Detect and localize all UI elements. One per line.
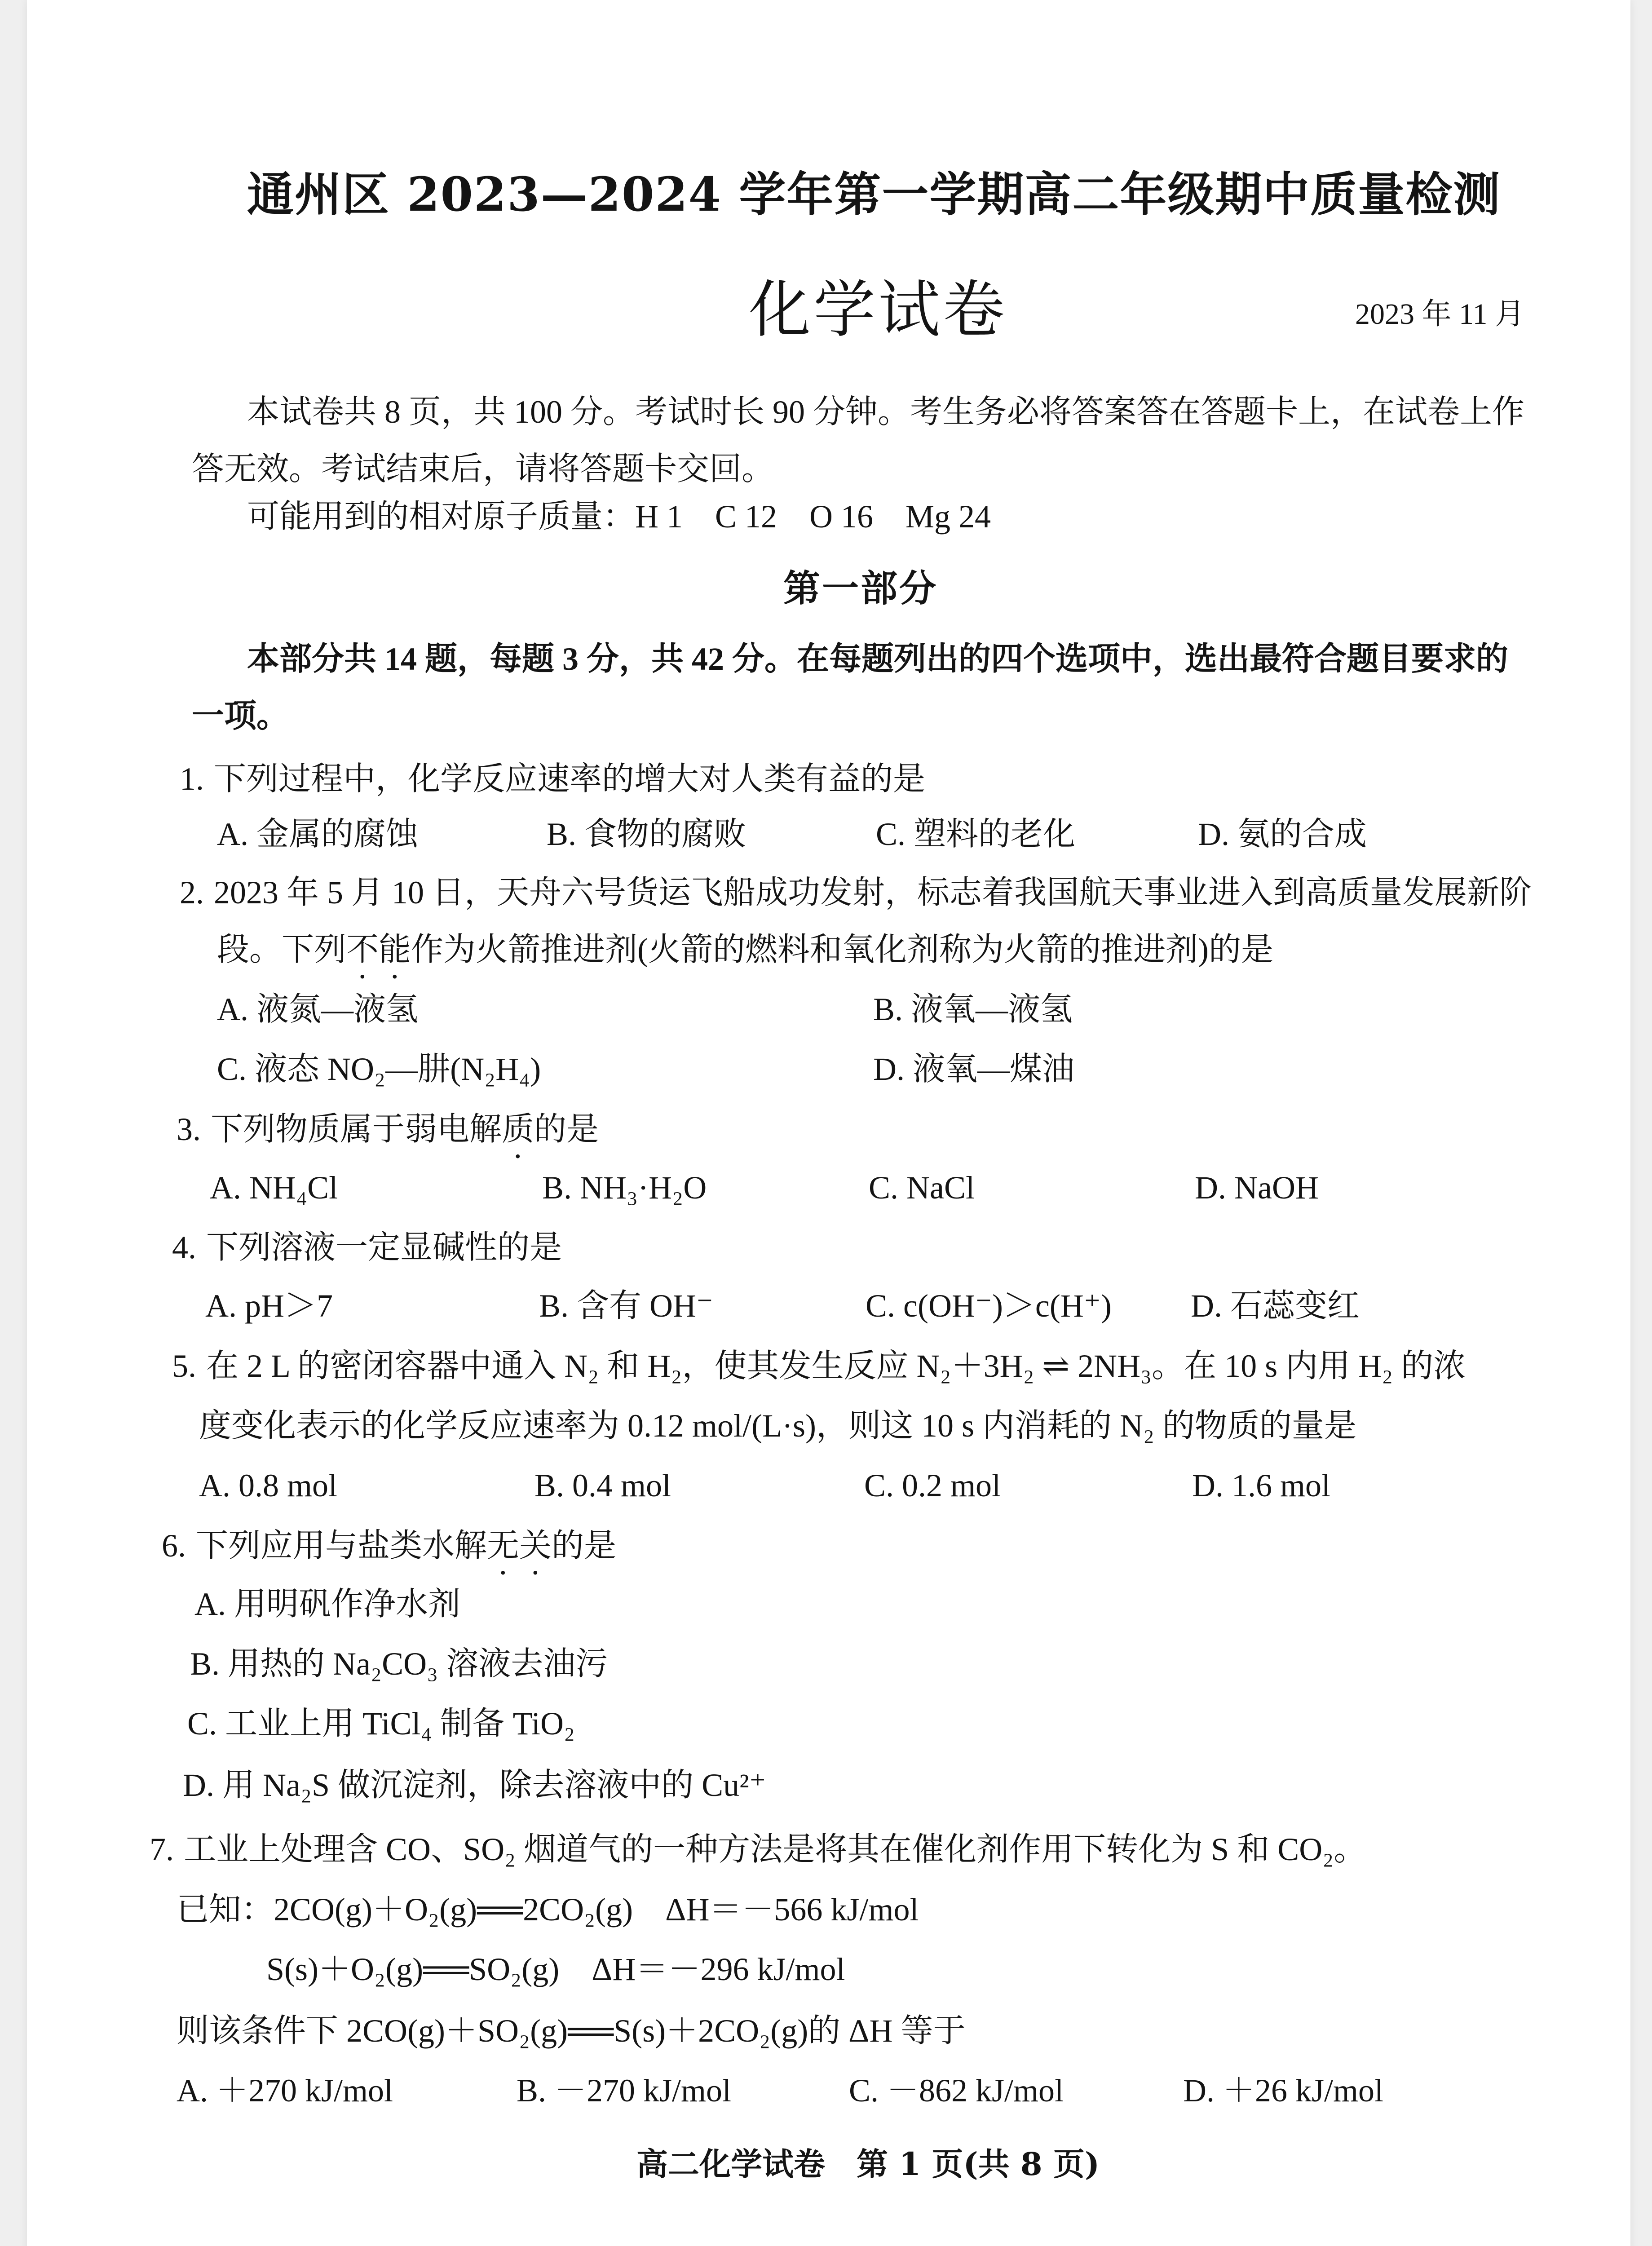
question-text: 下列溶液一定显碱性的是 — [206, 1229, 562, 1265]
question-4-stem — [172, 1228, 562, 1267]
question-text: 作为火箭推进剂(火箭的燃料和氧化剂称为火箭的推进剂)的是 — [411, 932, 1273, 968]
question-6-option-b: B. 用热的 Na₂CO₃ 溶液去油污 — [190, 1646, 608, 1682]
question-text: 2023 年 5 月 10 日，天舟六号货运飞船成功发射，标志着我国航天事业进入到高质量发展新阶 — [214, 875, 1532, 911]
atomic-masses: 可能用到的相对原子质量：H 1 C 12 O 16 Mg 24 — [247, 499, 991, 535]
question-3-option-b: B. NH₃·H₂O — [542, 1170, 707, 1206]
question-5-stem-line-2: 度变化表示的化学反应速率为 0.12 mol/(L·s)，则这 10 s 内消耗的 N₂ 的物质的量是 — [199, 1408, 1357, 1444]
question-3-option-a: A. NH₄Cl — [210, 1170, 338, 1206]
question-5-option-c: C. 0.2 mol — [864, 1468, 1001, 1503]
part-intro-line-1: 本部分共 14 题，每题 3 分，共 42 分。在每题列出的四个选项中，选出最符合题目要求的 — [247, 641, 1509, 677]
question-number: 2. — [180, 875, 204, 911]
question-1-stem — [180, 760, 925, 798]
question-text: 下列应用与盐类水解 — [196, 1528, 487, 1564]
question-5-stem-line-1 — [172, 1347, 1466, 1385]
question-7-stem — [150, 1830, 1366, 1869]
question-1-option-a: A. 金属的腐蚀 — [217, 816, 418, 852]
question-7-option-b: B. －270 kJ/mol — [517, 2073, 732, 2109]
part-heading: 第一部分 — [783, 567, 938, 610]
question-2-option-c: C. 液态 NO₂—肼(N₂H₄) — [217, 1051, 541, 1087]
question-number: 5. — [172, 1348, 196, 1384]
page-footer: 高二化学试卷 第 1 页(共 8 页) — [636, 2145, 1100, 2183]
question-2-option-a: A. 液氮—液氢 — [217, 991, 418, 1027]
question-number: 1. — [180, 761, 204, 797]
part-intro-line-2: 一项。 — [192, 698, 289, 734]
question-text: 的是 — [534, 1111, 599, 1147]
question-text: 下列物质属于弱电解 — [211, 1111, 502, 1147]
notice-line-1: 本试卷共 8 页，共 100 分。考试时长 90 分钟。考生务必将答案答在答题卡上，在试卷上作 — [247, 394, 1525, 430]
exam-date: 2023 年 11 月 — [1355, 298, 1525, 331]
question-text: 的是 — [552, 1528, 617, 1564]
question-7-ask: 则该条件下 2CO(g)＋SO₂(g)══S(s)＋2CO₂(g)的 ΔH 等于 — [177, 2013, 966, 2049]
question-6-option-d: D. 用 Na₂S 做沉淀剂，除去溶液中的 Cu²⁺ — [183, 1767, 766, 1803]
question-number: 3. — [177, 1111, 201, 1147]
question-3-stem — [177, 1110, 599, 1165]
question-2-stem-line-2 — [217, 930, 1273, 986]
thermochemical-equation: 2CO(g)＋O₂(g)══2CO₂(g) ΔH＝－566 kJ/mol — [274, 1892, 919, 1928]
question-7-given-2: S(s)＋O₂(g)══SO₂(g) ΔH＝－296 kJ/mol — [266, 1951, 845, 1987]
question-1-option-d: D. 氨的合成 — [1198, 816, 1367, 852]
emphasized-text: 不能 — [346, 932, 411, 968]
exam-title: 通州区 2023—2024 学年第一学期高二年级期中质量检测 — [247, 167, 1501, 222]
question-2-option-d: D. 液氧—煤油 — [873, 1051, 1074, 1087]
emphasized-text: 无关 — [487, 1528, 552, 1564]
question-4-option-b: B. 含有 OH⁻ — [539, 1288, 714, 1324]
question-7-option-a: A. ＋270 kJ/mol — [177, 2073, 393, 2109]
subject-title: 化学试卷 — [749, 274, 1008, 346]
question-7-given-1 — [177, 1890, 919, 1929]
question-6-option-a: A. 用明矾作净水剂 — [194, 1586, 460, 1622]
question-5-option-b: B. 0.4 mol — [534, 1468, 671, 1503]
question-7-option-c: C. －862 kJ/mol — [849, 2073, 1064, 2109]
question-5-option-a: A. 0.8 mol — [199, 1468, 338, 1503]
question-3-option-d: D. NaOH — [1195, 1170, 1319, 1206]
emphasized-text: 质 — [502, 1111, 534, 1147]
question-6-option-c: C. 工业上用 TiCl₄ 制备 TiO₂ — [187, 1706, 575, 1742]
question-text: 下列过程中，化学反应速率的增大对人类有益的是 — [214, 761, 926, 797]
question-4-option-a: A. pH＞7 — [205, 1288, 333, 1324]
question-5-option-d: D. 1.6 mol — [1192, 1468, 1331, 1503]
notice-line-2: 答无效。考试结束后，请将答题卡交回。 — [192, 451, 774, 487]
question-number: 4. — [172, 1229, 196, 1265]
question-text: 工业上处理含 CO、SO₂ 烟道气的一种方法是将其在催化剂作用下转化为 S 和 CO₂。 — [184, 1831, 1366, 1867]
question-number: 6. — [162, 1528, 186, 1564]
question-4-option-d: D. 石蕊变红 — [1191, 1288, 1360, 1324]
question-3-option-c: C. NaCl — [869, 1170, 975, 1206]
question-text: 在 2 L 的密闭容器中通入 N₂ 和 H₂，使其发生反应 N₂＋3H₂ ⇌ 2NH₃。在 10 s 内用 H₂ 的浓 — [206, 1348, 1466, 1384]
question-6-stem — [162, 1526, 616, 1582]
question-2-option-b: B. 液氧—液氢 — [873, 991, 1073, 1027]
question-1-option-b: B. 食物的腐败 — [547, 816, 746, 852]
question-7-option-d: D. ＋26 kJ/mol — [1183, 2073, 1384, 2109]
question-2-stem-line-1 — [180, 873, 1532, 912]
question-text: 段。下列 — [217, 932, 347, 968]
question-number: 7. — [150, 1831, 174, 1867]
given-label: 已知： — [177, 1892, 274, 1928]
question-1-option-c: C. 塑料的老化 — [876, 816, 1076, 852]
question-4-option-c: C. c(OH⁻)＞c(H⁺) — [866, 1288, 1112, 1324]
